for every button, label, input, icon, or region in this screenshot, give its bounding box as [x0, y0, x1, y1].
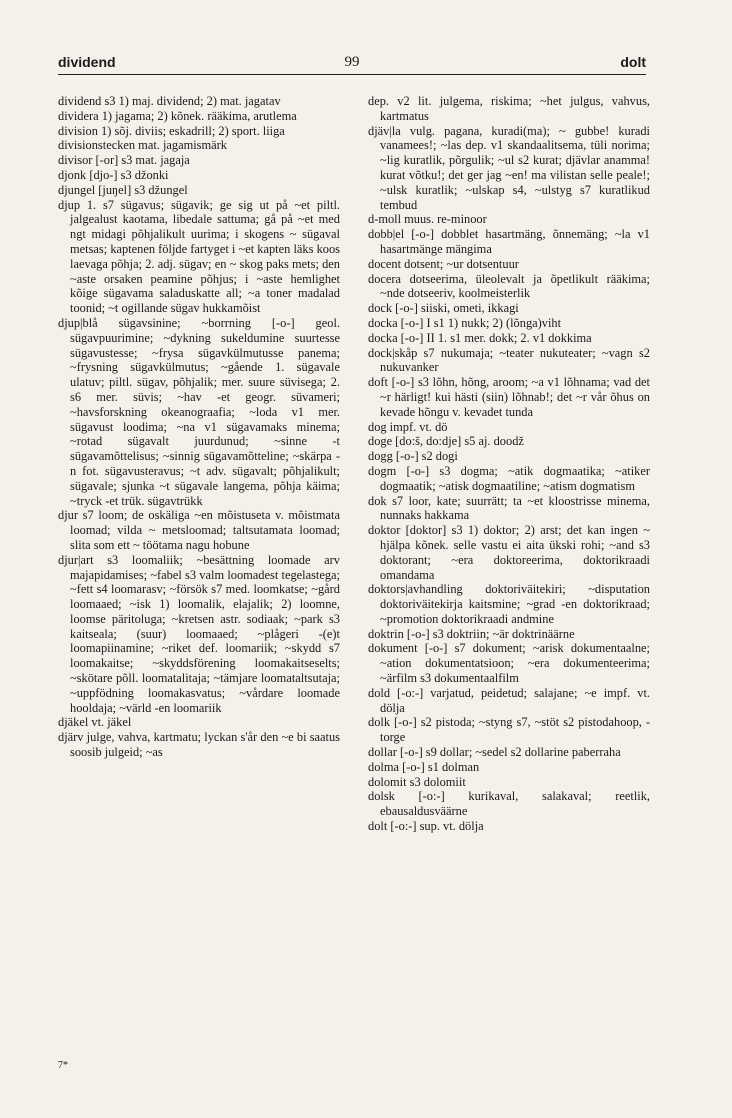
- dictionary-entry: docka [-o-] I s1 1) nukk; 2) (lõnga)viht: [368, 315, 562, 330]
- dictionary-entry: doft [-o-] s3 lõhn, hõng, aroom; ~a v1 lõhnama; vad det ~r härligt! kui hästi (siin) lõhnab!; det ~r vår õhus on kevade hõngu v. kevadet tunda: [368, 375, 650, 419]
- header-first-word: dividend: [58, 54, 116, 70]
- dictionary-entry: djungel [juŋel] s3 džungel: [58, 182, 188, 197]
- dictionary-entry: dobb|el [-o-] dobblet hasartmäng, õnnemäng; ~la v1 hasartmänge mängima: [368, 227, 650, 256]
- dictionary-entry: dividend s3 1) maj. dividend; 2) mat. jagatav: [58, 94, 281, 108]
- dictionary-entry: dold [-o:-] varjatud, peidetud; salajane; ~e impf. vt. dölja: [368, 685, 650, 715]
- dictionary-entry: divisor [-or] s3 mat. jagaja: [58, 153, 190, 168]
- dictionary-entry: doktrin [-o-] s3 doktriin; ~är doktrinäärne: [368, 626, 575, 641]
- left-column: [58, 94, 340, 760]
- dictionary-entry: djup|blå sügavsinine; ~borrning [-o-] geol. sügavpuurimine; ~dykning sukeldumine suurtesse sügavustesse; ~frysa sügavkülmutusse panema; ~frysning sügavkülmutus; ~gående 1. sügavale ulatuv; piltl. sügav, põhjalik; mer. suure süvisega; 2. s6 mer. süvis; ~hav -et geogr. süvameri; ~havsforskning okeanograafia; ~loda v1 mer. sügavust loodima; ~na v1 sügavamaks minema; ~rotad sügavalt juurdunud; ~sinne -t sügavamõttelisus; ~sinnig sügavamõtteline; ~skärpa -n fot. sügavusteravus; ~t adv. sügavalt; põhjalikult; sügavale; sjunka ~t sügavale langema, põhja käima; ~tryck -et trük. sügavtrükk: [58, 315, 340, 508]
- dictionary-entry: dolomit s3 dolomiit: [368, 774, 466, 789]
- dictionary-entry: djärv julge, vahva, kartmatu; lyckan s'år den ~e bi saatus soosib julgeid; ~as: [58, 730, 340, 760]
- dictionary-entry: dok s7 loor, kate; suurrätt; ta ~et kloostrisse minema, nunnaks hakkama: [368, 493, 650, 523]
- page-number: 99: [344, 54, 360, 70]
- dictionary-entry: dogg [-o-] s2 dogi: [368, 449, 458, 464]
- dictionary-entry: dogm [-o-] s3 dogma; ~atik dogmaatika; ~atiker dogmaatik; ~atisk dogmaatiline; ~atism dogmatism: [368, 463, 650, 493]
- dictionary-entry: dock [-o-] siiski, ometi, ikkagi: [368, 301, 519, 316]
- dictionary-entry: dock|skåp s7 nukumaja; ~teater nukuteater; ~vagn s2 nukuvanker: [368, 345, 650, 375]
- dictionary-entry: dollar [-o-] s9 dollar; ~sedel s2 dollarine paberraha: [368, 745, 621, 760]
- dictionary-entry: dokument [-o-] s7 dokument; ~arisk dokumentaalne; ~ation dokumentatsioon; ~era dokumenteerima; ~ärfilm s3 dokumentaalfilm: [368, 641, 650, 686]
- dictionary-entry: d-moll muus. re-minoor: [368, 212, 487, 227]
- header-last-word: dolt: [620, 54, 646, 70]
- dictionary-entry: dolma [-o-] s1 dolman: [368, 759, 480, 774]
- dictionary-entry: dolk [-o-] s2 pistoda; ~styng s7, ~stöt s2 pistodahoop, -torge: [368, 715, 650, 745]
- dictionary-entry: divisionstecken mat. jagamismärk: [58, 138, 227, 153]
- dictionary-entry: dolsk [-o:-] kurikaval, salakaval; reetlik, ebausaldusväärne: [368, 789, 650, 819]
- dictionary-entry: djur|art s3 loomaliik; ~besättning loomade arv majapidamises; ~fabel s3 valm loomadest tegelastega; ~fett s4 loomarasv; ~försök s7 med. loomkatse; ~gård loomaaed; ~isk 1) loomalik, elajalik; 2) loomne, loomse päritoluga; ~kretsen astr. sodiaak; ~park s3 kaitseala; (suur) loomaaed; ~plågeri -(e)t loomapiinamine; ~riket def. loomariik; ~skydd s7 loomakaitse; ~skyddsförening loomakaitseselts; ~skötare põll. loomatalitaja; ~tämjare loomataltsutaja; ~uppfödning loomakasvatus; ~vårdare loomade hooldaja; ~värld -en loomariik: [58, 552, 340, 715]
- dictionary-entry: djäv|la vulg. pagana, kuradi(ma); ~ gubbe! kuradi vanamees!; ~las dep. v1 skandaalitsema, tüli norima; ~lig kuratlik, põrgulik; ~ul s2 kurat; djävlar anamma! kurat võtku!; det ger jag ~en! ma vilistan selle peale!; ~ulsk kuratlik; ~ulskap s4, ~ulstyg s7 kuratlikud tembud: [368, 123, 650, 212]
- dictionary-entry: dog impf. vt. dö: [368, 419, 448, 434]
- dictionary-entry: docent dotsent; ~ur dotsentuur: [368, 256, 519, 271]
- dictionary-entry: doge [do:š, do:dje] s5 aj. doodž: [368, 434, 524, 449]
- dictionary-entry: docka [-o-] II 1. s1 mer. dokk; 2. v1 dokkima: [368, 330, 592, 345]
- signature-mark: 7*: [58, 1060, 68, 1071]
- dictionary-entry: djur s7 loom; de oskäliga ~en mõistuseta v. mõistmata loomad; vilda ~ metsloomad; taltsutamata loomad; slita som ett ~ töötama nagu hobune: [58, 508, 340, 552]
- dictionary-entry: docera dotseerima, üleolevalt ja õpetlikult rääkima; ~nde dotseeriv, koolmeisterlik: [368, 271, 650, 301]
- dictionary-entry: dividera 1) jagama; 2) kõnek. rääkima, arutlema: [58, 108, 297, 123]
- dictionary-entry: djup 1. s7 sügavus; sügavik; ge sig ut på ~et piltl. jalgealust kaotama, libedale sattuma; gå på ~et med ngt midagi põhjalikult uurima; i skogens ~ sügaval metsas; kaptenen följde fartyget i ~et kapten läks koos laevaga põhja; 2. adj. sügav; en ~ skog paks mets; den ~aste orsaken peamine põhjus; i ~aste hemlighet kõige sügavama saladuskatte all; ~a toner madalad toonid; ~t ogillande sügav hukkamõist: [58, 197, 340, 316]
- dictionary-entry: djonk [djo-] s3 džonki: [58, 167, 169, 182]
- dictionary-entry: dep. v2 lit. julgema, riskima; ~het julgus, vahvus, kartmatus: [368, 94, 650, 123]
- dictionary-entry: doktor [doktor] s3 1) doktor; 2) arst; det kan ingen ~ hjälpa kõnek. selle vastu ei aita ükski rohi; ~and s3 doktorant; ~era doktoreerima, doktorikraadi omandama: [368, 523, 650, 582]
- dictionary-entry: division 1) sõj. diviis; eskadrill; 2) sport. liiga: [58, 123, 285, 138]
- dictionary-entry: dolt [-o:-] sup. vt. dölja: [368, 819, 484, 834]
- right-column: [368, 94, 650, 834]
- dictionary-entry: djäkel vt. jäkel: [58, 715, 132, 730]
- dictionary-entry: doktors|avhandling doktoriväitekiri; ~disputation doktoriväitekirja kaitsmine; ~grad -en doktorikraad; ~promotion doktorikraadi andmine: [368, 582, 650, 626]
- page-header: [58, 52, 646, 75]
